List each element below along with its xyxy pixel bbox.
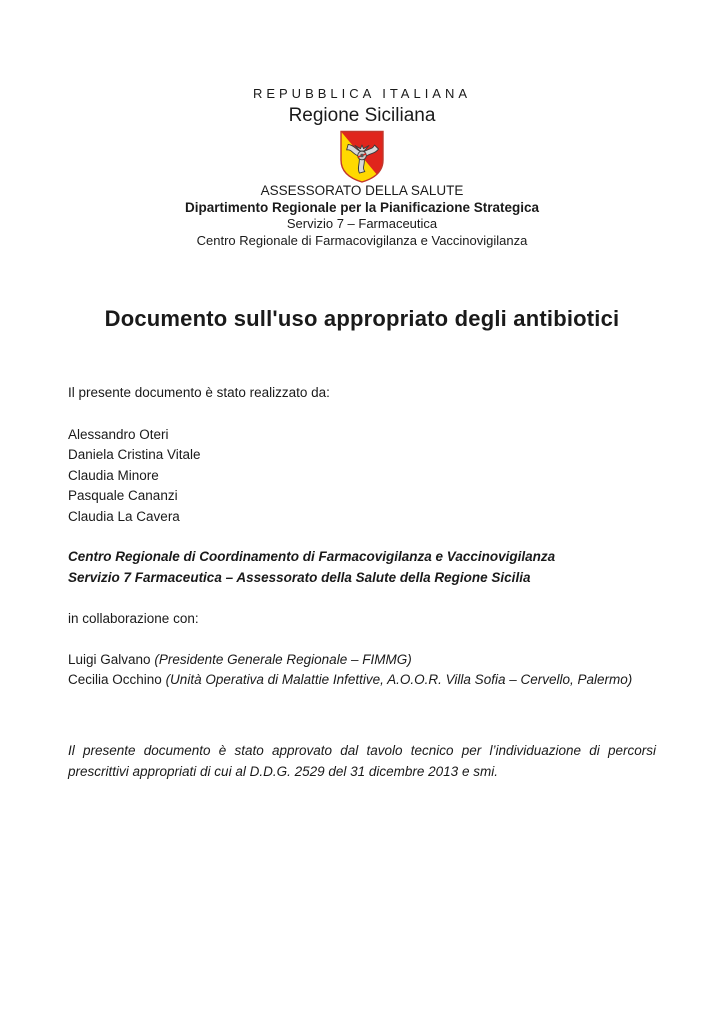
document-content xyxy=(68,86,656,782)
collaborators-list xyxy=(68,650,656,691)
authors-list xyxy=(68,425,656,528)
collaborator-role: (Presidente Generale Regionale – FIMMG) xyxy=(154,651,412,667)
collaborator-role: (Unità Operativa di Malattie Infettive, A.O.O.R. Villa Sofia – Cervello, Palermo) xyxy=(165,672,633,687)
approval-note: Il presente documento è stato approvato dal tavolo tecnico per l’individuazione di percorsi prescrittivi appropriati di cui al D.D.G. 2529 del 31 dicembre 2013 e smi. xyxy=(68,742,656,779)
affiliation-line: Centro Regionale di Coordinamento di Farmacovigilanza e Vaccinovigilanza xyxy=(68,549,556,564)
region-line: Regione Siciliana xyxy=(288,105,436,126)
intro-line: Il presente documento è stato realizzato da: xyxy=(68,385,330,400)
org-line-dipartimento: Dipartimento Regionale per la Pianificazione Strategica xyxy=(184,199,540,215)
org-line-servizio: Servizio 7 – Farmaceutica xyxy=(286,216,438,231)
author-name: Claudia Minore xyxy=(68,467,159,483)
collaborator-name: Luigi Galvano xyxy=(68,651,151,667)
republic-line: REPUBBLICA ITALIANA xyxy=(252,86,472,101)
collaborator-line xyxy=(68,670,656,691)
sicily-coat-of-arms-icon xyxy=(68,130,656,183)
author-name: Claudia La Cavera xyxy=(68,508,180,524)
author-name: Daniela Cristina Vitale xyxy=(68,447,201,462)
affiliation-line: Servizio 7 Farmaceutica – Assessorato della Salute della Regione Sicilia xyxy=(68,569,531,585)
document-header xyxy=(68,86,656,249)
org-line-centro: Centro Regionale di Farmacovigilanza e Vaccinovigilanza xyxy=(196,232,528,248)
collaboration-label: in collaborazione con: xyxy=(68,611,199,626)
affiliations-block xyxy=(68,547,656,588)
document-title: Documento sull'uso appropriato degli antibiotici xyxy=(104,306,620,331)
author-name: Alessandro Oteri xyxy=(68,426,169,442)
org-line-assessorato: ASSESSORATO DELLA SALUTE xyxy=(260,183,464,198)
collaborator-line xyxy=(68,650,656,671)
author-name: Pasquale Cananzi xyxy=(68,488,178,503)
collaborator-name: Cecilia Occhino xyxy=(68,672,162,687)
